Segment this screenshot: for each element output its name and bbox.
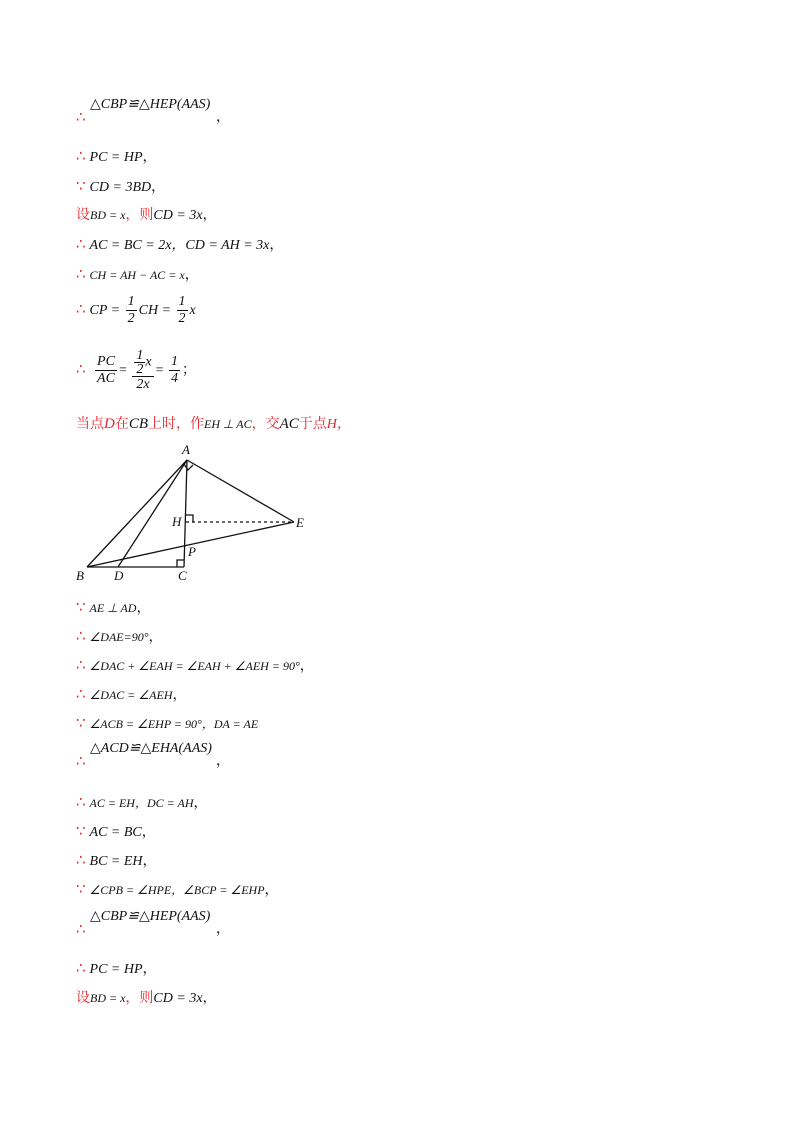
- denominator: AC: [97, 371, 115, 387]
- comma: ，: [202, 991, 217, 1006]
- congruence-text: △CBP≌△HEP(AAS): [90, 97, 211, 112]
- statement-ch: [76, 264, 199, 286]
- therefore-symbol: ∴: [76, 108, 86, 126]
- equation: AC = BC: [89, 825, 142, 840]
- therefore-symbol: ∴: [76, 752, 86, 770]
- numerator: [132, 349, 153, 377]
- comma: ，: [136, 601, 151, 616]
- statement-ac-bc-2: [76, 821, 156, 843]
- fraction-half: [126, 294, 137, 327]
- because-symbol: ∵: [76, 880, 86, 898]
- fraction-compound: [132, 349, 153, 393]
- label-h: H: [172, 514, 182, 529]
- equation: CD = 3x: [153, 991, 203, 1006]
- fraction-half: [134, 349, 145, 376]
- then-text: ，则: [125, 990, 154, 1006]
- right-angle-a: [184, 464, 193, 470]
- statement-ae-perp-ad: [76, 597, 150, 619]
- equation-part: CH =: [138, 303, 172, 318]
- right-angle-h: [186, 515, 193, 522]
- congruence-text: △ACD≌△EHA(AAS): [90, 741, 212, 756]
- label-b: B: [76, 568, 84, 583]
- equation: AC = BC = 2x，CD = AH = 3x: [89, 238, 270, 253]
- comma: ，: [193, 796, 208, 811]
- therefore-symbol: ∴: [76, 300, 86, 318]
- numerator: 1: [170, 354, 178, 370]
- geometry-diagram: [74, 440, 314, 585]
- statement-pc-hp: [76, 146, 157, 168]
- statement-let-bd: [76, 205, 217, 226]
- equation: ∠DAC = ∠AEH: [89, 688, 173, 702]
- therefore-symbol: ∴: [76, 265, 86, 283]
- denominator: 2: [136, 361, 144, 377]
- equation: ∠DAE=90°: [89, 630, 149, 644]
- because-symbol: ∵: [76, 598, 86, 616]
- statement-angle-dae: [76, 626, 163, 648]
- label-p: P: [188, 544, 196, 559]
- statement-ratio: ∴ $\frac{PC}{AC}$ = $\frac{1}{2}$ x 2x = $\frac{1}{4}$ ；: [76, 347, 196, 392]
- comma: ，: [216, 922, 230, 937]
- let-text: 设: [76, 990, 90, 1006]
- equation: ∠CPB = ∠HPE，∠BCP = ∠EHP: [89, 883, 265, 897]
- therefore-symbol: ∴: [76, 147, 86, 165]
- statement-pc-hp-2: [76, 958, 157, 980]
- statement-angle-cpb: [76, 879, 279, 901]
- equation: BC = EH: [89, 854, 143, 869]
- equation: PC = HP: [89, 962, 143, 977]
- equation-part: x: [189, 303, 196, 318]
- numerator: PC: [97, 354, 115, 370]
- equation: ∠DAC + ∠EAH = ∠EAH + ∠AEH = 90°: [89, 659, 300, 673]
- label-a: A: [182, 442, 190, 457]
- equation: ∠ACB = ∠EHP = 90°，DA = AE: [89, 717, 259, 731]
- statement-angle-acb: [76, 713, 258, 735]
- therefore-symbol: ∴: [76, 235, 86, 253]
- segment-ae: [187, 460, 294, 522]
- because-symbol: ∵: [76, 822, 86, 840]
- heading-text: 在: [114, 416, 129, 432]
- heading-text: 当点: [76, 416, 104, 432]
- fraction-pc-ac: [95, 354, 117, 387]
- label-c: C: [178, 568, 187, 583]
- heading-math: EH ⊥ AC: [204, 417, 252, 431]
- comma: ，: [151, 180, 166, 195]
- numerator: 1: [178, 294, 186, 310]
- comma: ，: [172, 688, 187, 703]
- label-d: D: [114, 568, 124, 583]
- because-symbol: ∵: [76, 714, 86, 732]
- therefore-symbol: ∴: [76, 360, 86, 378]
- segment-ca: [184, 460, 187, 567]
- therefore-symbol: ∴: [76, 959, 86, 977]
- fraction-half: [177, 294, 188, 327]
- heading-text: 上时，作: [148, 416, 205, 432]
- equation: BD = x: [90, 991, 126, 1005]
- statement-bc-eh: [76, 850, 157, 872]
- comma: ，: [142, 150, 157, 165]
- heading-math: AC: [279, 416, 299, 432]
- statement-cd-3bd: [76, 176, 165, 198]
- variable: x: [145, 354, 152, 370]
- therefore-symbol: ∴: [76, 656, 86, 674]
- denominator: 4: [170, 371, 178, 387]
- therefore-symbol: ∴: [76, 685, 86, 703]
- then-text: ，则: [125, 207, 154, 223]
- heading-math: H，: [326, 417, 351, 432]
- label-e: E: [296, 515, 304, 530]
- equation: CH = AH − AC = x: [89, 268, 185, 282]
- therefore-symbol: ∴: [76, 793, 86, 811]
- case-heading: [76, 414, 351, 435]
- comma: ，: [202, 208, 217, 223]
- let-text: 设: [76, 207, 90, 223]
- comma: ，: [142, 854, 157, 869]
- equation: AE ⊥ AD: [89, 601, 137, 615]
- right-angle-c: [177, 560, 184, 567]
- heading-math: D: [104, 416, 115, 432]
- comma: ，: [141, 825, 156, 840]
- comma: ，: [216, 754, 230, 769]
- congruence-text: △CBP≌△HEP(AAS): [90, 909, 211, 924]
- equation: CD = 3x: [153, 208, 203, 223]
- equation: AC = EH，DC = AH: [89, 796, 194, 810]
- heading-text: ，交: [251, 416, 280, 432]
- heading-math: CB: [128, 416, 149, 432]
- therefore-symbol: ∴: [76, 851, 86, 869]
- comma: ，: [184, 268, 199, 283]
- statement-angle-sum: [76, 655, 314, 677]
- equation-part: CP =: [89, 303, 121, 318]
- semicolon: ；: [181, 363, 196, 378]
- numerator: 1: [127, 294, 135, 310]
- comma: ，: [216, 110, 230, 125]
- equation: CD = 3BD: [89, 180, 152, 195]
- equation: PC = HP: [89, 150, 143, 165]
- statement-angle-dac: [76, 684, 187, 706]
- comma: ，: [264, 883, 279, 898]
- comma: ，: [269, 238, 284, 253]
- comma: ，: [142, 962, 157, 977]
- fraction-quarter: [169, 354, 180, 387]
- statement-cp: [76, 292, 196, 328]
- denominator: 2x: [136, 376, 150, 392]
- numerator: 1: [136, 347, 144, 363]
- equation: BD = x: [90, 208, 126, 222]
- therefore-symbol: ∴: [76, 920, 86, 938]
- heading-text: 于点: [298, 416, 327, 432]
- statement-ac-eh: [76, 792, 208, 814]
- because-symbol: ∵: [76, 177, 86, 195]
- statement-let-bd-2: [76, 988, 217, 1009]
- comma: ，: [299, 659, 314, 674]
- comma: ，: [148, 630, 163, 645]
- denominator: 2: [178, 311, 186, 327]
- statement-ac-bc: [76, 234, 283, 256]
- therefore-symbol: ∴: [76, 627, 86, 645]
- denominator: 2: [127, 311, 135, 327]
